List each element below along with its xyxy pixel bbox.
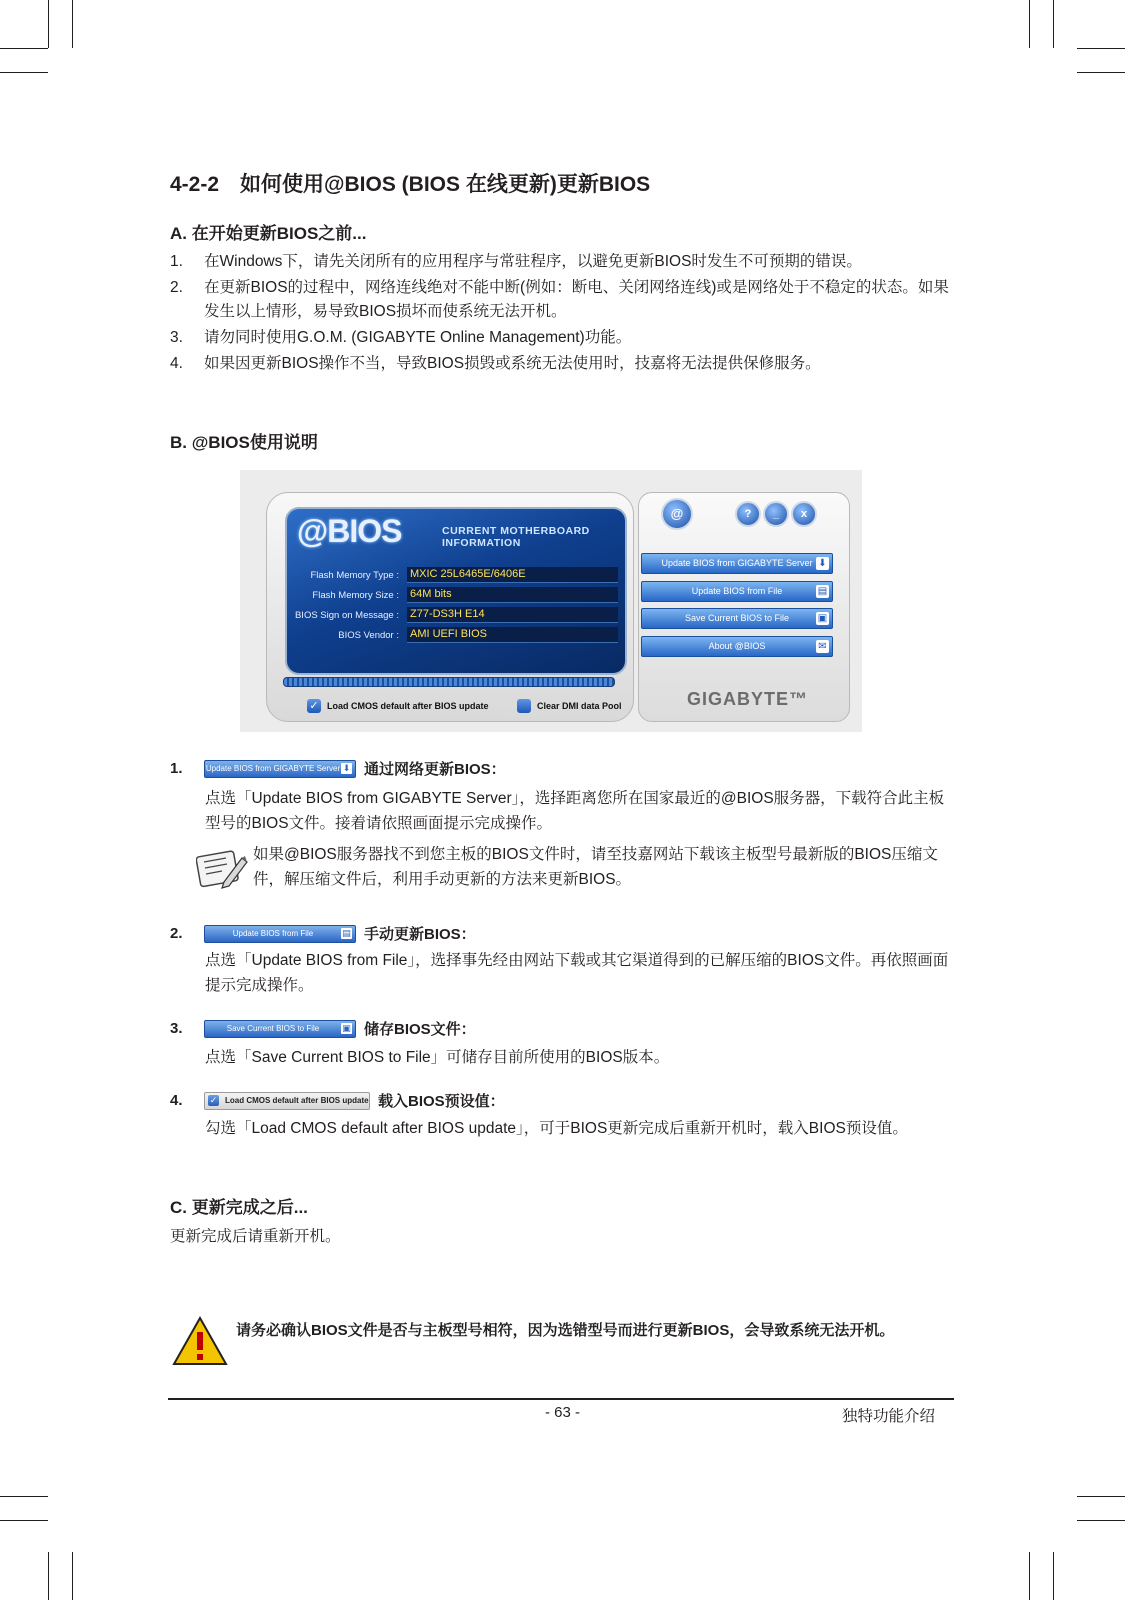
- step-1: 1. Update BIOS from GIGABYTE Server ⬇ 通过网络更新BIOS：: [170, 760, 506, 778]
- at-bios-icon[interactable]: @: [661, 498, 693, 530]
- crop-mark: [1077, 72, 1125, 73]
- crop-mark: [0, 48, 48, 49]
- folder-icon: ▤: [817, 586, 828, 597]
- info-panel: [266, 492, 634, 722]
- page-title: 4-2-2 如何使用@BIOS (BIOS 在线更新)更新BIOS: [170, 173, 651, 196]
- warning-text: 请务必确认BIOS文件是否与主板型号相符，因为选错型号而进行更新BIOS，会导致系统无法开机。: [236, 1322, 895, 1339]
- save-icon: ▣: [817, 613, 828, 624]
- crop-mark: [0, 1496, 48, 1497]
- crop-mark: [72, 1552, 73, 1600]
- clear-dmi-checkbox[interactable]: Clear DMI data Pool: [517, 699, 622, 713]
- checkbox-icon: [517, 699, 531, 713]
- update-from-server-button[interactable]: Update BIOS from GIGABYTE Server ⬇: [641, 553, 833, 574]
- crop-mark: [48, 0, 49, 48]
- section-a-heading: A. 在开始更新BIOS之前...: [170, 224, 367, 243]
- step-4: 4. ✓ Load CMOS default after BIOS update 载入BIOS预设值：: [170, 1092, 505, 1110]
- info-screen: [285, 507, 627, 675]
- info-row-vendor: BIOS Vendor : AMI UEFI BIOS: [287, 627, 625, 644]
- list-item: 4. 如果因更新BIOS操作不当，导致BIOS损毁或系统无法使用时，技嘉将无法提供保修服务。: [170, 355, 821, 372]
- info-title: CURRENT MOTHERBOARD INFORMATION: [442, 525, 590, 549]
- section-c-text: 更新完成后请重新开机。: [170, 1228, 341, 1245]
- crop-mark: [1077, 1496, 1125, 1497]
- list-item: 2. 在更新BIOS的过程中，网络连线绝对不能中断(例如：断电、关闭网络连线)或是网络处于不稳定的状态。如果发生以上情形，易导致BIOS损坏而使系统无法开机。: [170, 279, 949, 320]
- note-text: 如果@BIOS服务器找不到您主板的BIOS文件时，请至技嘉网站下载该主板型号最新版的BIOS压缩文件，解压缩文件后，利用手动更新的方法来更新BIOS。: [253, 846, 938, 888]
- mini-load-cmos-checkbox: ✓ Load CMOS default after BIOS update: [204, 1092, 370, 1110]
- mini-save-file-button: Save Current BIOS to File ▣: [204, 1020, 356, 1038]
- list-item: 3. 请勿同时使用G.O.M. (GIGABYTE Online Management)功能。: [170, 329, 632, 346]
- info-row-flash-type: Flash Memory Type : MXIC 25L6465E/6406E: [287, 567, 625, 584]
- checkbox-checked-icon: ✓: [307, 699, 321, 713]
- folder-icon: ▤: [342, 927, 351, 938]
- about-button[interactable]: About @BIOS ✉: [641, 636, 833, 657]
- crop-mark: [48, 1552, 49, 1600]
- footer-divider: [168, 1398, 954, 1400]
- checkbox-checked-icon: ✓: [209, 1095, 218, 1105]
- update-from-file-button[interactable]: Update BIOS from File ▤: [641, 581, 833, 602]
- mini-update-server-button: Update BIOS from GIGABYTE Server ⬇: [204, 760, 356, 778]
- step-2: 2. Update BIOS from File ▤ 手动更新BIOS：: [170, 925, 476, 943]
- crop-mark: [1029, 1552, 1030, 1600]
- download-icon: ⬇: [816, 557, 829, 570]
- crop-mark: [1053, 1552, 1054, 1600]
- mini-update-file-button: Update BIOS from File ▤: [204, 925, 356, 943]
- step-4-text: 勾选「Load CMOS default after BIOS update」，可于BIOS更新完成后重新开机时，载入BIOS预设值。: [205, 1120, 908, 1137]
- load-cmos-checkbox[interactable]: ✓ Load CMOS default after BIOS update: [307, 699, 489, 713]
- section-b-heading: B. @BIOS使用说明: [170, 433, 318, 452]
- crop-mark: [1077, 1520, 1125, 1521]
- warning-icon: [172, 1316, 228, 1366]
- crop-mark: [72, 0, 73, 48]
- progress-bar: [283, 677, 615, 687]
- note-pencil-icon: [196, 848, 248, 890]
- crop-mark: [1053, 0, 1054, 48]
- section-a-list: [170, 250, 955, 378]
- crop-mark: [1077, 48, 1125, 49]
- info-row-flash-size: Flash Memory Size : 64M bits: [287, 587, 625, 604]
- step-3: 3. Save Current BIOS to File ▣ 储存BIOS文件：: [170, 1020, 476, 1038]
- save-icon: ▣: [342, 1022, 351, 1033]
- gigabyte-logo: GIGABYTE™: [687, 689, 809, 709]
- crop-mark: [0, 72, 48, 73]
- info-row-sign-on: BIOS Sign on Message : Z77-DS3H E14: [287, 607, 625, 624]
- bios-app-window: [240, 470, 862, 732]
- step-2-text: 点选「Update BIOS from File」，选择事先经由网站下载或其它渠道得到的已解压缩的BIOS文件。再依照画面提示完成操作。: [205, 952, 949, 994]
- bios-logo: @BIOS: [297, 513, 402, 549]
- close-icon[interactable]: x: [791, 501, 817, 527]
- list-item: 1. 在Windows下，请先关闭所有的应用程序与常驻程序，以避免更新BIOS时发生不可预期的错误。: [170, 253, 862, 270]
- action-panel: [638, 492, 850, 722]
- step-1-text: 点选「Update BIOS from GIGABYTE Server」，选择距离您所在国家最近的@BIOS服务器，下载符合此主板型号的BIOS文件。接着请依照画面提示完成操作。: [205, 790, 945, 832]
- crop-mark: [1029, 0, 1030, 48]
- save-to-file-button[interactable]: Save Current BIOS to File ▣: [641, 608, 833, 629]
- crop-mark: [0, 1520, 48, 1521]
- footer-section: 独特功能介绍: [841, 1408, 935, 1425]
- download-icon: ⬇: [342, 762, 351, 773]
- page-number: - 63 -: [544, 1404, 580, 1421]
- mail-icon: ✉: [816, 640, 829, 653]
- section-c-heading: C. 更新完成之后...: [170, 1198, 308, 1217]
- minimize-icon[interactable]: _: [763, 501, 789, 527]
- step-3-text: 点选「Save Current BIOS to File」可储存目前所使用的BIOS版本。: [205, 1049, 670, 1066]
- help-icon[interactable]: ?: [735, 501, 761, 527]
